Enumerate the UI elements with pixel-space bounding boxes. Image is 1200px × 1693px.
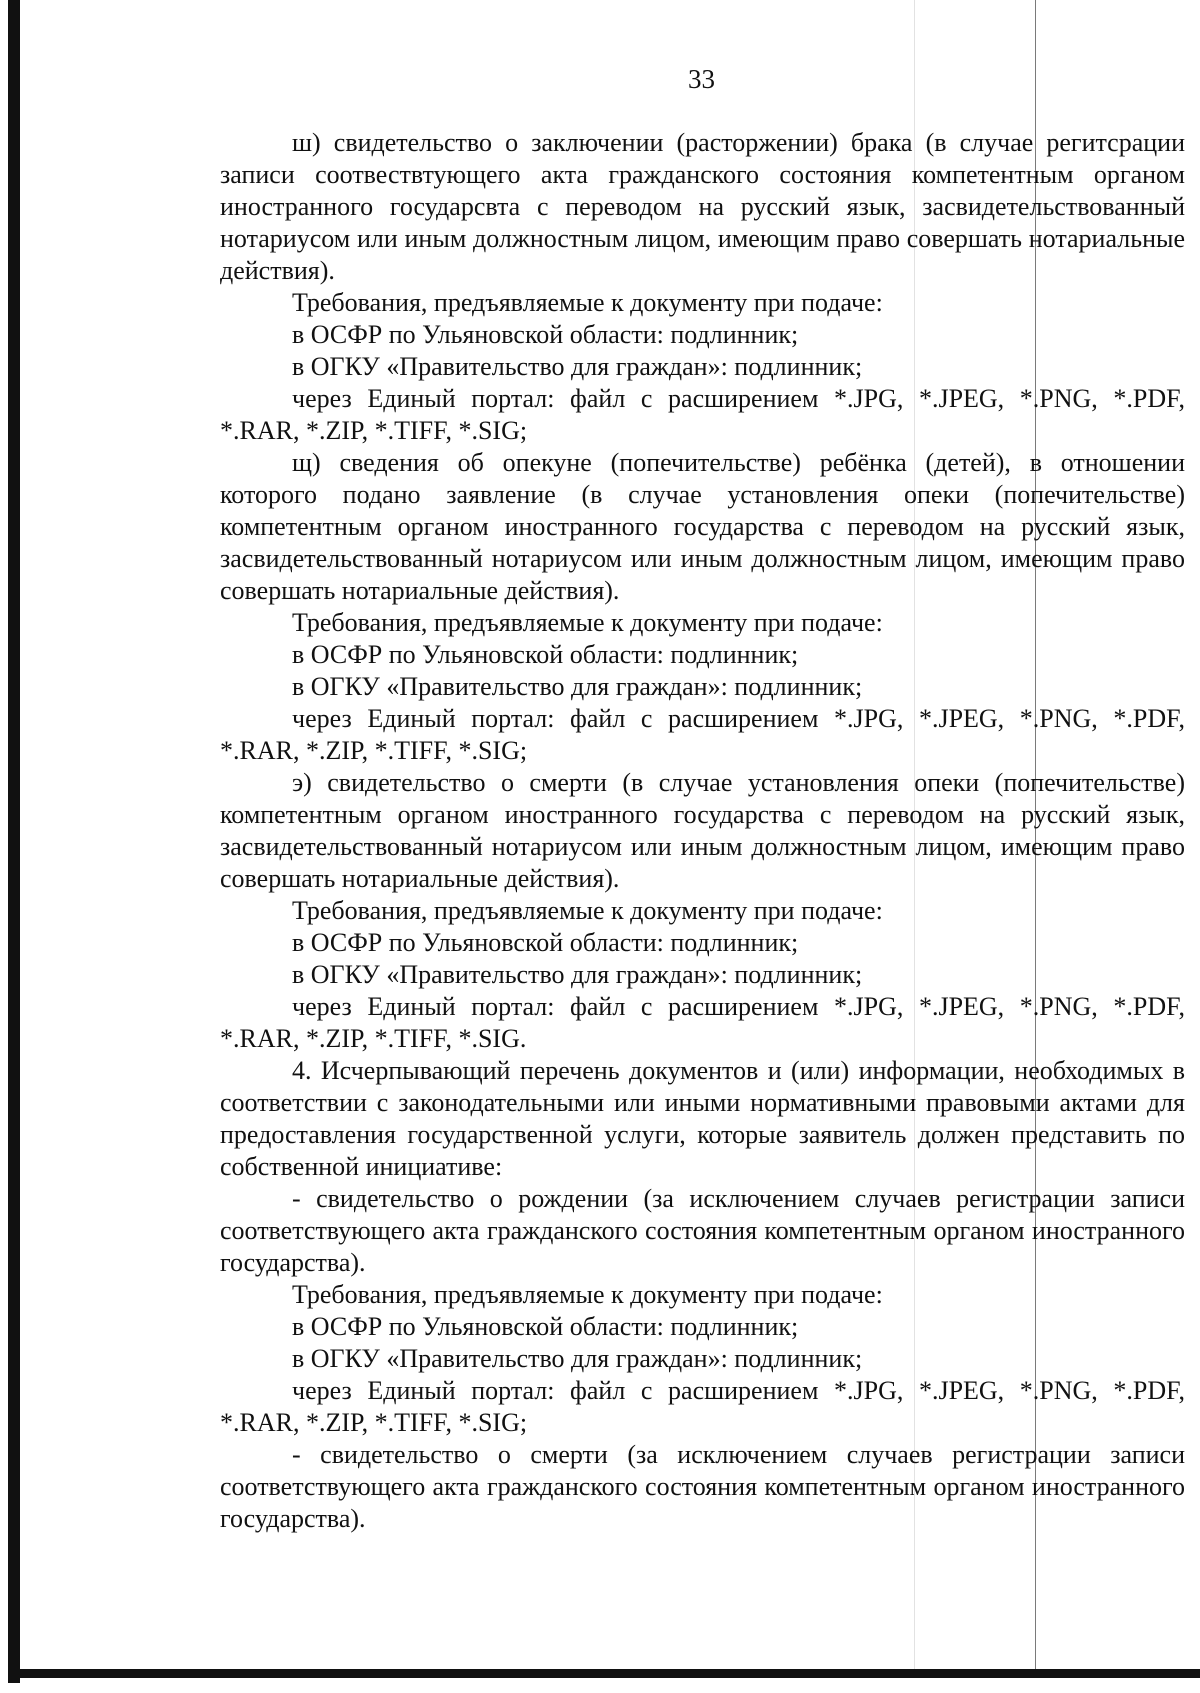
paragraph-marriage-certificate: ш) свидетельство о заключении (расторжении) брака (в случае регитсрации записи соотвествтующего акта гражданского состояния компетентным органом иностранного государсвта с переводом на русский язык, засвидетельствованный нотариусом или иным должностным лицом, имеющим право совершать нотариальные действия).: [220, 128, 1185, 285]
page-number: 33: [688, 64, 715, 94]
paragraph-osfr-requirement: в ОСФР по Ульяновской области: подлинник;: [292, 928, 799, 957]
paragraph-death-certificate: - свидетельство о смерти (за исключением случаев регистрации записи соответствующего акта гражданского состояния компетентным органом иностранного государства).: [220, 1440, 1185, 1533]
paragraph-ogku-requirement: в ОГКУ «Правительство для граждан»: подлинник;: [292, 352, 863, 381]
paragraph-portal-requirement: через Единый портал: файл с расширением *.JPG, *.JPEG, *.PNG, *.PDF, *.RAR, *.ZIP, *.TIFF, *.SIG.: [220, 992, 1185, 1053]
paragraph-death-certificate-foreign: э) свидетельство о смерти (в случае установления опеки (попечительстве) компетентным органом иностранного государства с переводом на русский язык, засвидетельствованный нотариусом или иным должностным лицом, имеющим право совершать нотариальные действия).: [220, 768, 1185, 893]
paragraph-osfr-requirement: в ОСФР по Ульяновской области: подлинник;: [292, 1312, 799, 1341]
paragraph-ogku-requirement: в ОГКУ «Правительство для граждан»: подлинник;: [292, 1344, 863, 1373]
paragraph-portal-requirement: через Единый портал: файл с расширением *.JPG, *.JPEG, *.PNG, *.PDF, *.RAR, *.ZIP, *.TIFF, *.SIG;: [220, 704, 1185, 765]
paragraph-birth-certificate: - свидетельство о рождении (за исключением случаев регистрации записи соответствующего акта гражданского состояния компетентным органом иностранного государства).: [220, 1184, 1185, 1277]
paragraph-portal-requirement: через Единый портал: файл с расширением *.JPG, *.JPEG, *.PNG, *.PDF, *.RAR, *.ZIP, *.TIFF, *.SIG;: [220, 384, 1185, 445]
document-body: [220, 127, 1185, 1535]
paragraph-requirements-heading: Требования, предъявляемые к документу при подаче:: [292, 608, 883, 637]
paragraph-portal-requirement: через Единый портал: файл с расширением *.JPG, *.JPEG, *.PNG, *.PDF, *.RAR, *.ZIP, *.TIFF, *.SIG;: [220, 1376, 1185, 1437]
paragraph-requirements-heading: Требования, предъявляемые к документу при подаче:: [292, 288, 883, 317]
paragraph-osfr-requirement: в ОСФР по Ульяновской области: подлинник;: [292, 320, 799, 349]
paragraph-requirements-heading: Требования, предъявляемые к документу при подаче:: [292, 1280, 883, 1309]
paragraph-requirements-heading: Требования, предъявляемые к документу при подаче:: [292, 896, 883, 925]
paragraph-section-4-list: 4. Исчерпывающий перечень документов и (или) информации, необходимых в соответствии с законодательными или иными нормативными правовыми актами для предоставления государственной услуги, которые заявитель должен представить по собственной инициативе:: [220, 1056, 1185, 1181]
scan-bottom-edge: [8, 1669, 1200, 1678]
paragraph-ogku-requirement: в ОГКУ «Правительство для граждан»: подлинник;: [292, 672, 863, 701]
paragraph-osfr-requirement: в ОСФР по Ульяновской области: подлинник;: [292, 640, 799, 669]
scan-left-edge: [8, 0, 20, 1683]
paragraph-ogku-requirement: в ОГКУ «Правительство для граждан»: подлинник;: [292, 960, 863, 989]
paragraph-guardian-info: щ) сведения об опекуне (попечительстве) ребёнка (детей), в отношении которого подано заявление (в случае установления опеки (попечительстве) компетентным органом иностранного государства с переводом на русский язык, засвидетельствованный нотариусом или иным должностным лицом, имеющим право совершать нотариальные действия).: [220, 448, 1185, 605]
